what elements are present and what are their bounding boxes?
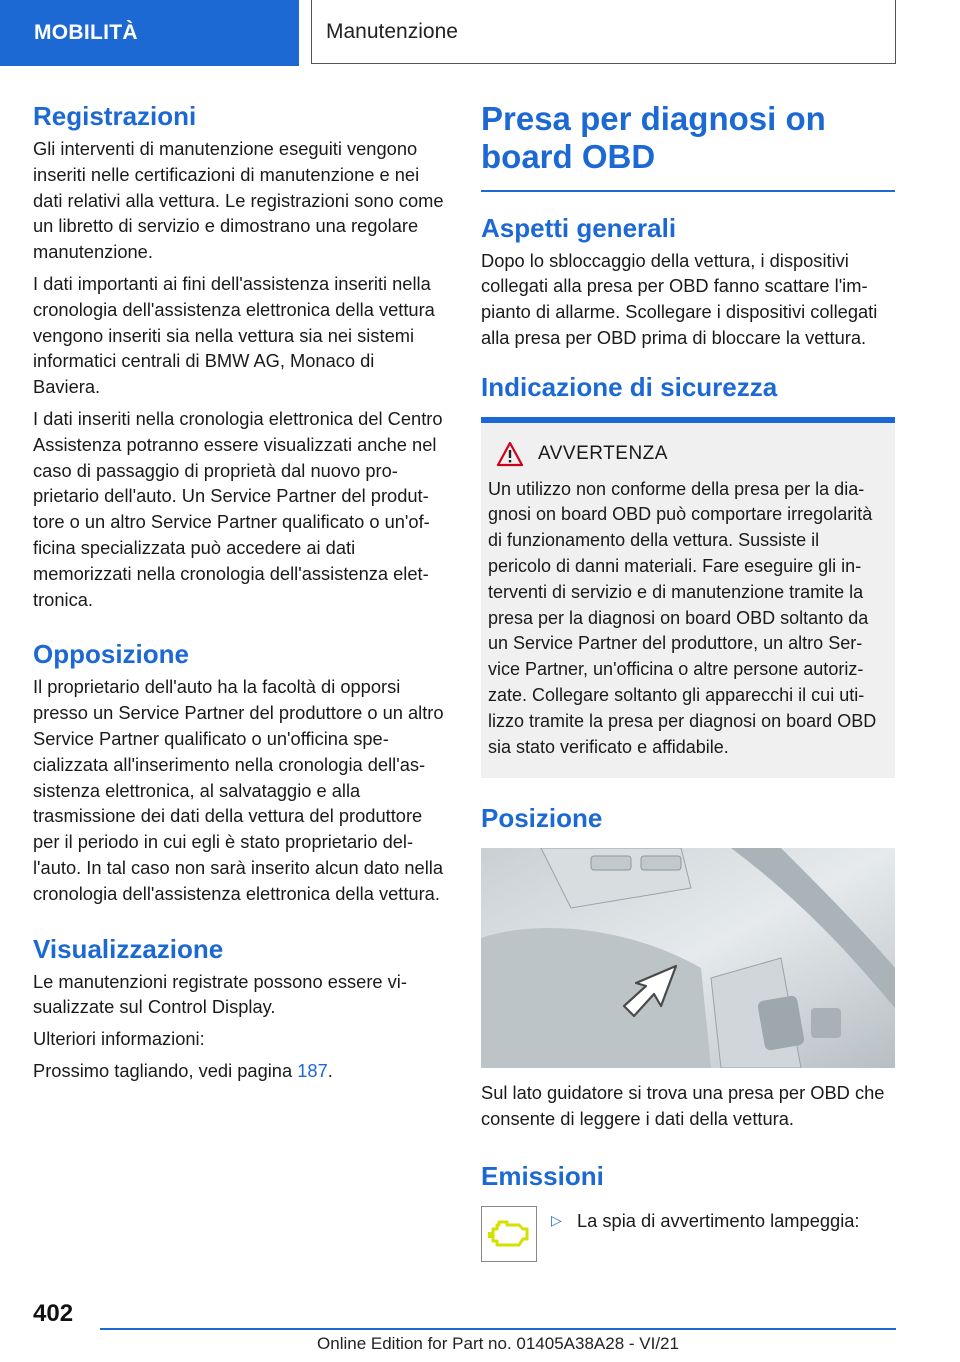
text: Prossimo tagliando, vedi pagina [33,1059,298,1081]
page-link[interactable]: 187 [297,1059,328,1081]
page-number: 402 [33,1300,74,1327]
paragraph: Sul lato guidatore si trova una presa per OBD che consente di leggere i dati della vettura. [481,1082,885,1130]
heading-posizione: Posizione [481,803,603,834]
paragraph-with-link [33,1058,445,1084]
chapter-label: MOBILITÀ [34,21,138,44]
paragraph: Ulteriori informazioni: [33,1028,205,1050]
warning-triangle-icon [496,441,524,467]
heading-rule [481,190,895,192]
paragraph: Dopo lo sbloccaggio della vettura, i dispositivi collegati alla presa per OBD fanno scattare l'impianto di allarme. Scollegare i dispositivi collegati alla presa per OBD prima di bloccare la vettura. [481,249,878,348]
heading-opposizione: Opposizione [33,639,189,670]
warning-header [488,441,887,467]
emission-item [481,1206,895,1262]
left-column [33,100,445,1090]
paragraph: Gli interventi di manutenzione eseguiti vengono inseriti nelle certificazioni di manutenzione e nei dati relativi alla vettura. Le registrazioni sono come un libretto di servizio e dimostrano una regolare manutenzione. [33,138,444,263]
warning-box [481,417,895,779]
paragraph: I dati importanti ai fini dell'assistenza inseriti nella cronologia dell'assistenza elettronica della vettura vengono inseriti sia nella vettura sia nei sistemi informatici centrali di BMW AG, Monaco di Baviera. [33,272,435,398]
heading-emissioni: Emissioni [481,1161,604,1192]
footer-edition: Online Edition for Part no. 01405A38A28 - VI/21 [317,1334,679,1353]
indicator-box [481,1206,537,1262]
text: . [327,1059,333,1081]
heading-registrazioni: Registrazioni [33,101,197,131]
heading-presa-obd: Presa per diagnosi on board OBD [481,100,826,175]
triangle-bullet-icon: ▷ [551,1212,562,1229]
paragraph: Le manutenzioni registrate possono essere visualizzate sul Control Display. [33,970,407,1018]
section-header [311,0,896,64]
chapter-tab [0,0,299,66]
footer-rule [100,1328,896,1330]
paragraph: Il proprietario dell'auto ha la facoltà di opporsi presso un Service Partner del produttore o un altro Service Partner qualificato o un'officina specializzata all'inserimento nella cronologia dell'assistenza elettronica, al salvataggio e alla trasmissione dei dati della vettura del produttore per il periodo in cui egli è stato proprietario dell'auto. In tal caso non sarà inserito alcun dato nella cronologia dell'assistenza elettronica della vettura. [33,676,444,904]
engine-warning-icon [487,1219,531,1249]
heading-visualizzazione: Visualizzazione [33,933,224,964]
heading-indicazione-sicurezza: Indicazione di sicurezza [481,371,778,402]
obd-location-photo [481,848,895,1068]
paragraph: I dati inseriti nella cronologia elettronica del Centro Assistenza potranno essere visualizzati anche nel caso di passaggio di proprietà dal nuovo proprietario dell'auto. Un Service Partner del produttore o un altro Service Partner qualificato o un'officina specializzata può accedere ai dati memorizzati nella cronologia dell'assistenza elettronica. [33,407,443,610]
right-column [481,100,895,1262]
heading-aspetti-generali: Aspetti generali [481,212,677,243]
bullet-text: La spia di avvertimento lampeggia: [577,1210,860,1232]
section-label: Manutenzione [326,19,458,43]
warning-label: AVVERTENZA [538,442,668,464]
warning-text: Un utilizzo non conforme della presa per la diagnosi on board OBD può comportare irregolarità di funzionamento della vettura. Sussiste il pericolo di danni materiali. Fare eseguire gli interventi di servizio e di manutenzione tramite la presa per la diagnosi on board OBD soltanto da un Service Partner del produttore, un altro Service Partner, un'officina o altre persone autorizzate. Collegare soltanto gli apparecchi il cui utilizzo tramite la presa per diagnosi on board OBD sia stato verificato e affidabile. [488,478,877,757]
